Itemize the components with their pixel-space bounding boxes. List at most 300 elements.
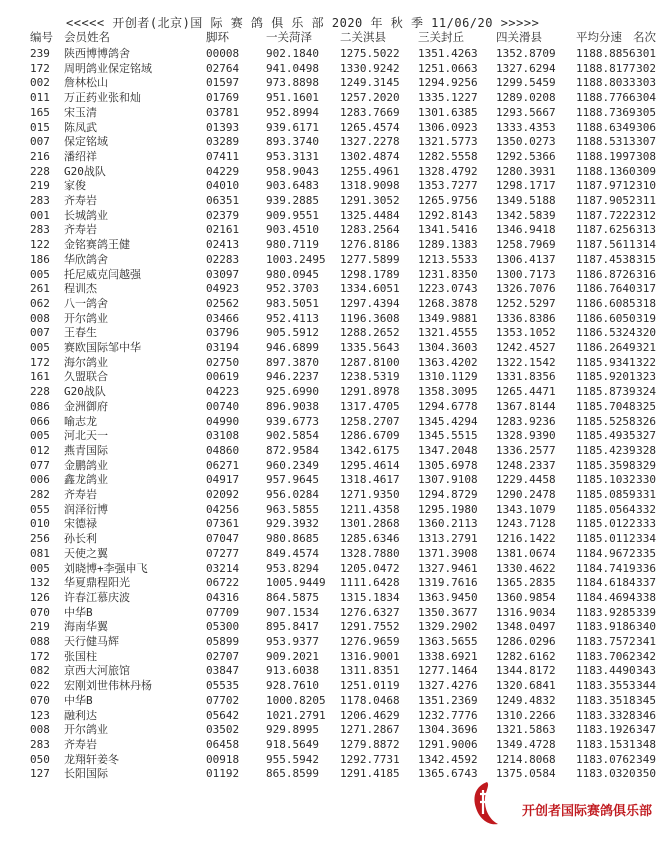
cell-name: 鑫龙鸽业 — [64, 473, 108, 487]
cell-no: 228 — [30, 164, 50, 178]
cell-name: 八一鸽舍 — [64, 296, 108, 310]
cell-leg2: 1291.3052 — [340, 194, 400, 207]
cell-leg3: 1335.1227 — [418, 91, 478, 105]
cell-no: 008 — [30, 311, 50, 325]
cell-ring: 02764 — [206, 61, 240, 75]
cell-leg4: 1367.8144 — [496, 399, 556, 413]
cell-name: 龙翔轩姜冬 — [64, 752, 119, 766]
cell-ring: 07411 — [206, 149, 240, 163]
cell-rank: 336 — [636, 561, 656, 575]
cell-leg3: 1319.7616 — [418, 576, 478, 590]
cell-ring: 03097 — [206, 267, 240, 281]
cell-ring: 02707 — [206, 649, 240, 663]
cell-no: 127 — [30, 767, 50, 781]
cell-no: 172 — [30, 649, 50, 663]
cell-leg1: 865.8599 — [266, 767, 319, 781]
cell-leg3: 1350.3677 — [418, 605, 478, 619]
cell-speed: 1183.1531 — [576, 737, 636, 751]
cell-name: 齐寿岩 — [64, 737, 97, 751]
cell-leg2: 1328.7880 — [340, 546, 400, 560]
cell-leg3: 1289.1383 — [418, 238, 478, 252]
cell-leg1: 953.9377 — [266, 635, 319, 648]
cell-leg1: 980.7119 — [266, 238, 319, 252]
cell-speed: 1188.1997 — [576, 149, 636, 163]
cell-leg3: 1306.0923 — [418, 120, 478, 134]
cell-leg4: 1290.2478 — [496, 488, 556, 501]
cell-ring: 01393 — [206, 120, 240, 134]
cell-no: 005 — [30, 429, 50, 443]
cell-speed: 1187.4538 — [576, 252, 636, 266]
cell-rank: 331 — [636, 488, 656, 501]
cell-no: 122 — [30, 238, 50, 252]
cell-ring: 04917 — [206, 473, 240, 487]
cell-leg2: 1271.2867 — [340, 723, 400, 737]
cell-speed: 1184.9672 — [576, 546, 636, 560]
cell-no: 086 — [30, 399, 50, 413]
cell-leg1: 939.2885 — [266, 194, 319, 207]
cell-leg4: 1349.5188 — [496, 194, 556, 207]
cell-name: 金洲御府 — [64, 399, 108, 413]
header-leg3: 三关封丘 — [418, 31, 464, 44]
cell-speed: 1185.1032 — [576, 473, 636, 487]
cell-name: 金铭赛鸽王健 — [64, 238, 130, 252]
cell-rank: 345 — [636, 693, 656, 707]
cell-speed: 1188.1360 — [576, 164, 636, 178]
cell-rank: 344 — [636, 679, 656, 693]
cell-speed: 1187.6256 — [576, 223, 636, 237]
cell-rank: 311 — [636, 194, 656, 207]
cell-leg2: 1258.2707 — [340, 414, 400, 428]
cell-rank: 346 — [636, 708, 656, 722]
cell-leg3: 1265.9756 — [418, 194, 478, 207]
cell-rank: 302 — [636, 61, 656, 75]
cell-name: 保定铭域 — [64, 135, 108, 149]
cell-leg1: 958.9043 — [266, 164, 319, 178]
cell-leg1: 929.3932 — [266, 517, 319, 531]
cell-speed: 1187.9052 — [576, 194, 636, 207]
cell-speed: 1186.7640 — [576, 282, 636, 296]
cell-leg2: 1302.4874 — [340, 149, 400, 163]
cell-ring: 02750 — [206, 355, 240, 369]
cell-leg4: 1320.6841 — [496, 679, 556, 693]
cell-rank: 322 — [636, 355, 656, 369]
cell-leg2: 1206.4629 — [340, 708, 400, 722]
cell-name: 齐寿岩 — [64, 223, 97, 237]
cell-leg3: 1345.4294 — [418, 414, 478, 428]
report-title: <<<<< 开创者(北京)国 际 赛 鸽 俱 乐 部 2020 年 秋 季 11/06/20 >>>>> — [66, 16, 540, 30]
cell-name: 金鹏鸽业 — [64, 458, 108, 472]
cell-speed: 1186.8726 — [576, 267, 636, 281]
cell-speed: 1184.6184 — [576, 576, 636, 590]
cell-speed: 1183.3518 — [576, 693, 636, 707]
cell-ring: 02379 — [206, 208, 240, 222]
cell-rank: 315 — [636, 252, 656, 266]
cell-name: 托尼威克闫越强 — [64, 267, 141, 281]
cell-leg4: 1286.0296 — [496, 635, 556, 648]
cell-leg1: 956.0284 — [266, 488, 319, 501]
cell-rank: 303 — [636, 76, 656, 90]
cell-leg1: 849.4574 — [266, 546, 319, 560]
cell-no: 282 — [30, 488, 50, 501]
cell-leg1: 902.1840 — [266, 47, 319, 60]
cell-leg4: 1336.8386 — [496, 311, 556, 325]
cell-rank: 307 — [636, 135, 656, 149]
cell-leg1: 896.9038 — [266, 399, 319, 413]
header-name: 会员姓名 — [64, 31, 110, 44]
header-leg1: 一关菏泽 — [266, 31, 312, 44]
cell-no: 239 — [30, 47, 50, 60]
cell-leg4: 1265.4471 — [496, 385, 556, 399]
cell-leg4: 1349.4728 — [496, 737, 556, 751]
cell-no: 055 — [30, 502, 50, 516]
cell-speed: 1185.4935 — [576, 429, 636, 443]
cell-rank: 304 — [636, 91, 656, 105]
cell-ring: 02092 — [206, 488, 240, 501]
cell-leg4: 1293.5667 — [496, 105, 556, 119]
cell-rank: 306 — [636, 120, 656, 134]
cell-name: 刘晓博+李强申飞 — [64, 561, 148, 575]
cell-leg2: 1205.0472 — [340, 561, 400, 575]
club-logo-text: 开创者国际赛鸽俱乐部 — [522, 804, 653, 819]
cell-name: 陈凤武 — [64, 120, 97, 134]
cell-leg2: 1196.3608 — [340, 311, 400, 325]
cell-rank: 327 — [636, 429, 656, 443]
cell-leg1: 925.6990 — [266, 385, 319, 399]
cell-no: 088 — [30, 635, 50, 648]
cell-leg2: 1315.1834 — [340, 590, 400, 604]
cell-leg1: 952.3703 — [266, 282, 319, 296]
cell-speed: 1183.9285 — [576, 605, 636, 619]
cell-leg3: 1353.7277 — [418, 179, 478, 193]
cell-name: 中华B — [64, 605, 93, 619]
cell-leg1: 952.8994 — [266, 105, 319, 119]
cell-leg1: 897.3870 — [266, 355, 319, 369]
cell-leg4: 1249.4832 — [496, 693, 556, 707]
cell-name: 周明鸽业保定铭域 — [64, 61, 152, 75]
cell-no: 005 — [30, 341, 50, 354]
cell-ring: 06271 — [206, 458, 240, 472]
cell-leg3: 1232.7776 — [418, 708, 478, 722]
cell-no: 050 — [30, 752, 50, 766]
cell-leg3: 1349.9881 — [418, 311, 478, 325]
cell-leg3: 1345.5515 — [418, 429, 478, 443]
cell-name: 潘绍祥 — [64, 149, 97, 163]
cell-name: 许春江慕庆波 — [64, 590, 130, 604]
cell-leg3: 1329.2902 — [418, 620, 478, 634]
cell-name: 河北天一 — [64, 429, 108, 443]
cell-speed: 1188.6349 — [576, 120, 636, 134]
cell-leg3: 1371.3908 — [418, 546, 478, 560]
cell-rank: 320 — [636, 326, 656, 340]
cell-speed: 1187.9712 — [576, 179, 636, 193]
cell-leg2: 1276.9659 — [340, 635, 400, 648]
cell-leg2: 1286.6709 — [340, 429, 400, 443]
cell-leg3: 1327.9461 — [418, 561, 478, 575]
cell-speed: 1188.8033 — [576, 76, 636, 90]
cell-leg3: 1365.6743 — [418, 767, 478, 781]
cell-leg1: 941.0498 — [266, 61, 319, 75]
cell-no: 015 — [30, 120, 50, 134]
cell-no: 070 — [30, 693, 50, 707]
cell-speed: 1188.8177 — [576, 61, 636, 75]
cell-ring: 03796 — [206, 326, 240, 340]
cell-leg4: 1299.5459 — [496, 76, 556, 90]
cell-leg4: 1316.9034 — [496, 605, 556, 619]
cell-leg2: 1316.9001 — [340, 649, 400, 663]
cell-name: 燕青国际 — [64, 443, 108, 457]
cell-speed: 1183.9186 — [576, 620, 636, 634]
cell-leg2: 1330.9242 — [340, 61, 400, 75]
cell-speed: 1183.1926 — [576, 723, 636, 737]
cell-rank: 318 — [636, 296, 656, 310]
cell-ring: 06351 — [206, 194, 240, 207]
cell-leg2: 1285.6346 — [340, 532, 400, 546]
cell-leg3: 1294.8729 — [418, 488, 478, 501]
cell-leg4: 1258.7969 — [496, 238, 556, 252]
cell-leg2: 1317.4705 — [340, 399, 400, 413]
cell-no: 172 — [30, 61, 50, 75]
cell-rank: 316 — [636, 267, 656, 281]
cell-leg1: 907.1534 — [266, 605, 319, 619]
cell-ring: 03194 — [206, 341, 240, 354]
cell-leg1: 1021.2791 — [266, 708, 326, 722]
cell-leg4: 1353.1052 — [496, 326, 556, 340]
cell-ring: 03847 — [206, 664, 240, 678]
cell-leg3: 1282.5558 — [418, 149, 478, 163]
cell-name: 喻志龙 — [64, 414, 97, 428]
cell-leg3: 1292.8143 — [418, 208, 478, 222]
cell-name: 融利达 — [64, 708, 97, 722]
cell-rank: 323 — [636, 370, 656, 384]
cell-no: 011 — [30, 91, 50, 105]
cell-no: 219 — [30, 179, 50, 193]
cell-speed: 1185.5258 — [576, 414, 636, 428]
cell-name: 陕西博博鸽舍 — [64, 47, 130, 60]
cell-no: 172 — [30, 355, 50, 369]
cell-leg3: 1307.9108 — [418, 473, 478, 487]
header-no: 编号 — [30, 31, 53, 44]
cell-leg2: 1178.0468 — [340, 693, 400, 707]
cell-ring: 02413 — [206, 238, 240, 252]
cell-leg4: 1342.5839 — [496, 208, 556, 222]
cell-leg1: 918.5649 — [266, 737, 319, 751]
cell-ring: 07702 — [206, 693, 240, 707]
cell-leg4: 1229.4458 — [496, 473, 556, 487]
cell-leg2: 1211.4358 — [340, 502, 400, 516]
cell-no: 256 — [30, 532, 50, 546]
cell-no: 006 — [30, 473, 50, 487]
cell-leg4: 1348.0497 — [496, 620, 556, 634]
cell-no: 008 — [30, 723, 50, 737]
cell-rank: 313 — [636, 223, 656, 237]
cell-ring: 06722 — [206, 576, 240, 590]
cell-no: 062 — [30, 296, 50, 310]
cell-no: 012 — [30, 443, 50, 457]
cell-leg4: 1280.3931 — [496, 164, 556, 178]
cell-name: 宋玉清 — [64, 105, 97, 119]
cell-no: 007 — [30, 326, 50, 340]
cell-leg1: 953.8294 — [266, 561, 319, 575]
cell-name: 宏刚刘世伟林丹杨 — [64, 679, 152, 693]
cell-name: 华欣鸽舍 — [64, 252, 108, 266]
cell-leg2: 1291.4185 — [340, 767, 400, 781]
cell-name: 久盟联合 — [64, 370, 108, 384]
header-speed: 平均分速 — [576, 31, 622, 44]
cell-leg4: 1365.2835 — [496, 576, 556, 590]
cell-speed: 1185.7048 — [576, 399, 636, 413]
cell-ring: 05642 — [206, 708, 240, 722]
cell-rank: 348 — [636, 737, 656, 751]
cell-ring: 07361 — [206, 517, 240, 531]
cell-leg4: 1350.0273 — [496, 135, 556, 149]
cell-leg3: 1341.5416 — [418, 223, 478, 237]
cell-leg4: 1242.4527 — [496, 341, 556, 354]
cell-name: 海尔鸽业 — [64, 355, 108, 369]
cell-name: 詹林松山 — [64, 76, 108, 90]
cell-name: 京西大河旅馆 — [64, 664, 130, 678]
cell-leg1: 893.3740 — [266, 135, 319, 149]
cell-leg1: 983.5051 — [266, 296, 319, 310]
cell-name: 润泽衍博 — [64, 502, 108, 516]
cell-no: 161 — [30, 370, 50, 384]
cell-leg1: 957.9645 — [266, 473, 319, 487]
cell-leg2: 1276.8186 — [340, 238, 400, 252]
cell-leg3: 1321.5773 — [418, 135, 478, 149]
cell-speed: 1183.3328 — [576, 708, 636, 722]
cell-leg2: 1111.6428 — [340, 576, 400, 590]
cell-rank: 339 — [636, 605, 656, 619]
cell-rank: 338 — [636, 590, 656, 604]
cell-ring: 00740 — [206, 399, 240, 413]
cell-speed: 1186.2649 — [576, 341, 636, 354]
cell-ring: 01769 — [206, 91, 240, 105]
cell-leg1: 909.9551 — [266, 208, 319, 222]
cell-leg2: 1276.6327 — [340, 605, 400, 619]
cell-leg4: 1330.4622 — [496, 561, 556, 575]
cell-leg3: 1294.6778 — [418, 399, 478, 413]
cell-leg2: 1238.5319 — [340, 370, 400, 384]
cell-leg4: 1328.9390 — [496, 429, 556, 443]
cell-leg1: 963.5855 — [266, 502, 319, 516]
cell-name: G20战队 — [64, 164, 106, 178]
cell-ring: 05899 — [206, 635, 240, 648]
cell-leg3: 1268.3878 — [418, 296, 478, 310]
cell-ring: 07277 — [206, 546, 240, 560]
cell-leg3: 1358.3095 — [418, 385, 478, 399]
cell-ring: 04010 — [206, 179, 240, 193]
cell-leg1: 946.2237 — [266, 370, 319, 384]
cell-leg4: 1352.8709 — [496, 47, 556, 60]
cell-speed: 1183.7062 — [576, 649, 636, 663]
cell-leg1: 903.6483 — [266, 179, 319, 193]
cell-rank: 324 — [636, 385, 656, 399]
cell-ring: 00918 — [206, 752, 240, 766]
header-ring: 脚环 — [206, 31, 229, 44]
cell-ring: 05300 — [206, 620, 240, 634]
cell-leg4: 1322.1542 — [496, 355, 556, 369]
cell-rank: 337 — [636, 576, 656, 590]
cell-leg1: 905.5912 — [266, 326, 319, 340]
cell-leg2: 1283.2564 — [340, 223, 400, 237]
cell-name: 齐寿岩 — [64, 488, 97, 501]
cell-leg1: 928.7610 — [266, 679, 319, 693]
cell-name: 华夏鼎程阳光 — [64, 576, 130, 590]
cell-speed: 1185.0859 — [576, 488, 636, 501]
cell-leg4: 1343.1079 — [496, 502, 556, 516]
cell-leg1: 1000.8205 — [266, 693, 326, 707]
cell-ring: 04860 — [206, 443, 240, 457]
cell-leg1: 864.5875 — [266, 590, 319, 604]
cell-leg1: 1005.9449 — [266, 576, 326, 590]
cell-leg4: 1326.7076 — [496, 282, 556, 296]
cell-leg2: 1335.5643 — [340, 341, 400, 354]
cell-no: 165 — [30, 105, 50, 119]
cell-name: 宋德禄 — [64, 517, 97, 531]
cell-leg2: 1251.0119 — [340, 679, 400, 693]
cell-leg3: 1327.4276 — [418, 679, 478, 693]
cell-leg3: 1328.4792 — [418, 164, 478, 178]
cell-rank: 342 — [636, 649, 656, 663]
cell-leg1: 946.6899 — [266, 341, 319, 354]
cell-leg4: 1243.7128 — [496, 517, 556, 531]
header-rank: 名次 — [633, 31, 656, 44]
cell-rank: 321 — [636, 341, 656, 354]
cell-leg1: 980.8685 — [266, 532, 319, 546]
cell-leg3: 1223.0743 — [418, 282, 478, 296]
cell-speed: 1187.7222 — [576, 208, 636, 222]
cell-name: 长阳国际 — [64, 767, 108, 781]
cell-rank: 347 — [636, 723, 656, 737]
cell-ring: 07709 — [206, 605, 240, 619]
cell-rank: 325 — [636, 399, 656, 413]
cell-no: 261 — [30, 282, 50, 296]
cell-speed: 1183.0320 — [576, 767, 636, 781]
cell-speed: 1185.0564 — [576, 502, 636, 516]
cell-speed: 1185.0122 — [576, 517, 636, 531]
cell-leg3: 1351.2369 — [418, 693, 478, 707]
cell-leg4: 1248.2337 — [496, 458, 556, 472]
cell-ring: 04990 — [206, 414, 240, 428]
cell-leg4: 1216.1422 — [496, 532, 556, 546]
cell-leg2: 1295.4614 — [340, 458, 400, 472]
cell-ring: 01597 — [206, 76, 240, 90]
cell-leg3: 1231.8350 — [418, 267, 478, 281]
cell-ring: 03781 — [206, 105, 240, 119]
cell-leg4: 1346.9418 — [496, 223, 556, 237]
cell-leg2: 1327.2278 — [340, 135, 400, 149]
cell-ring: 05535 — [206, 679, 240, 693]
cell-name: 张国柱 — [64, 649, 97, 663]
cell-leg4: 1333.4353 — [496, 120, 556, 134]
cell-leg2: 1334.6051 — [340, 282, 400, 296]
cell-speed: 1188.7369 — [576, 105, 636, 119]
cell-leg3: 1277.1464 — [418, 664, 478, 678]
cell-name: 王春生 — [64, 326, 97, 340]
cell-ring: 04223 — [206, 385, 240, 399]
cell-speed: 1185.3598 — [576, 458, 636, 472]
cell-rank: 314 — [636, 238, 656, 252]
cell-leg3: 1363.9450 — [418, 590, 478, 604]
cell-leg2: 1342.6175 — [340, 443, 400, 457]
cell-leg3: 1310.1129 — [418, 370, 478, 384]
cell-leg1: 973.8898 — [266, 76, 319, 90]
cell-speed: 1186.6050 — [576, 311, 636, 325]
cell-leg1: 939.6171 — [266, 120, 319, 134]
cell-rank: 334 — [636, 532, 656, 546]
cell-leg4: 1298.1717 — [496, 179, 556, 193]
cell-ring: 04923 — [206, 282, 240, 296]
cell-name: 长城鸽业 — [64, 208, 108, 222]
